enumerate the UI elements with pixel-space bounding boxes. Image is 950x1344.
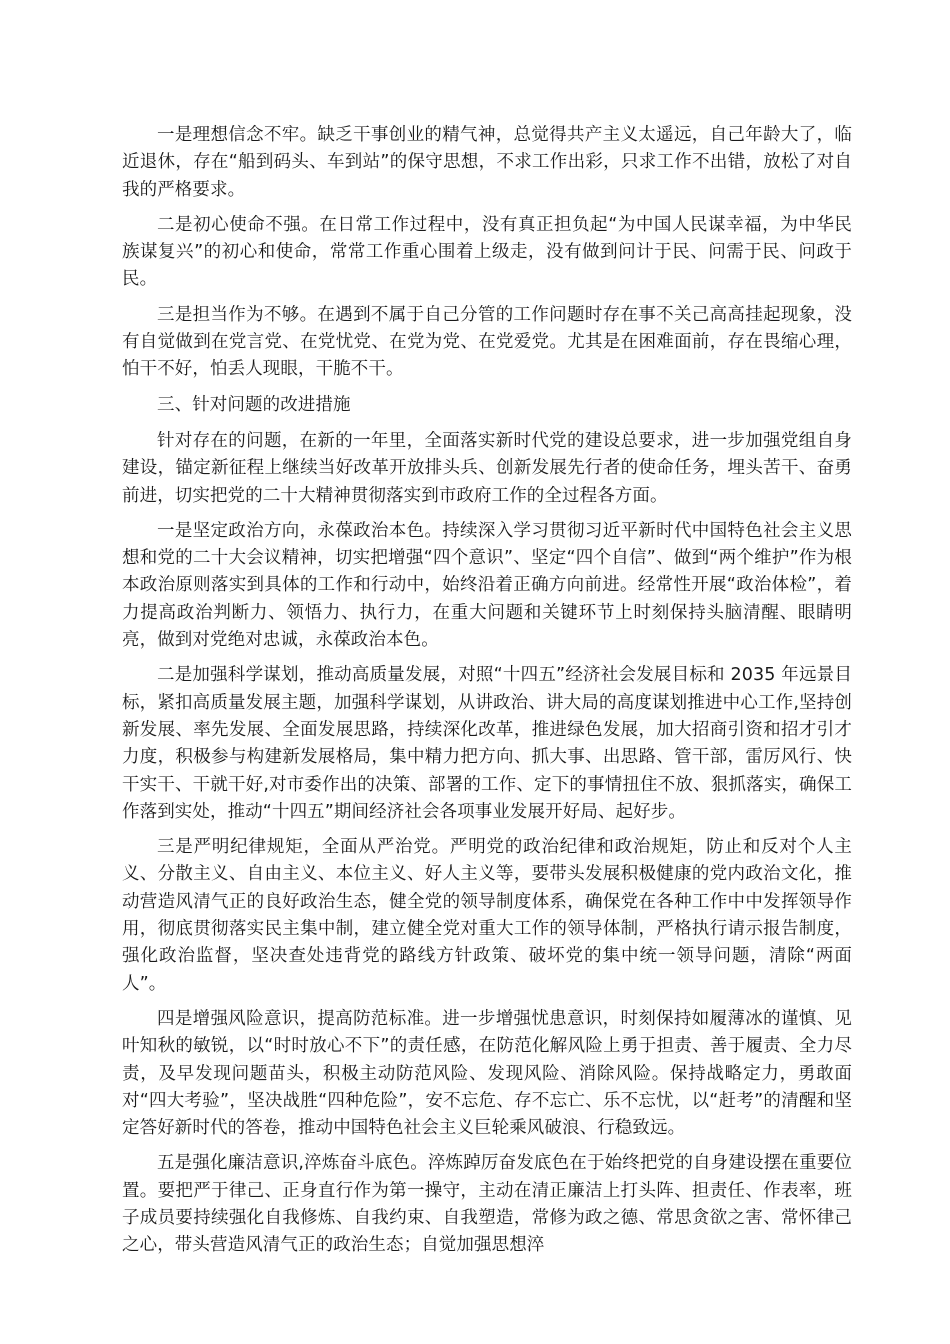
paragraph-integrity: 五是强化廉洁意识,淬炼奋斗底色。淬炼踔厉奋发底色在于始终把党的自身建设摆在重要位置。要把严于律己、正身直行作为第一操守，主动在清正廉洁上打头阵、担责任、作表率，班子成员要持续强化自我修炼、自我约束、自我塑造，常修为政之德、常思贪欲之害、常怀律己之心，带头营造风清气正的政治生态；自觉加强思想淬 bbox=[122, 1153, 852, 1256]
document-body bbox=[122, 122, 852, 1268]
paragraph-ideals: 一是理想信念不牢。缺乏干事创业的精气神，总觉得共产主义太遥远，自己年龄大了，临近退休，存在“船到码头、车到站”的保守思想，不求工作出彩，只求工作不出错，放松了对自我的严格要求。 bbox=[122, 125, 852, 200]
paragraph-original-mission: 二是初心使命不强。在日常工作过程中，没有真正担负起“为中国人民谋幸福，为中华民族谋复兴”的初心和使命，常常工作重心围着上级走，没有做到问计于民、问需于民、问政于民。 bbox=[122, 214, 852, 290]
paragraph-responsibility: 三是担当作为不够。在遇到不属于自己分管的工作问题时存在事不关己高高挂起现象，没有自觉做到在党言党、在党忧党、在党为党、在党爱党。尤其是在困难面前，存在畏缩心理，怕干不好，怕丢人现眼，干脆不干。 bbox=[122, 304, 852, 380]
paragraph-discipline: 三是严明纪律规矩，全面从严治党。严明党的政治纪律和政治规矩，防止和反对个人主义、分散主义、自由主义、本位主义、好人主义等，要带头发展积极健康的党内政治文化，推动营造风清气正的良好政治生态，健全党的领导制度体系，确保党在各种工作中中发挥领导作用，彻底贯彻落实民主集中制，建立健全党对重大工作的领导体制，严格执行请示报告制度，强化政治监督，坚决查处违背党的路线方针政策、破坏党的集中统一领导问题，清除“两面人”。 bbox=[122, 837, 852, 994]
paragraph-overview: 针对存在的问题，在新的一年里，全面落实新时代党的建设总要求，进一步加强党组自身建设，锚定新征程上继续当好改革开放排头兵、创新发展先行者的使命任务，埋头苦干、奋勇前进，切实把党的二十大精神贯彻落实到市政府工作的全过程各方面。 bbox=[122, 430, 852, 506]
paragraph-risk-awareness: 四是增强风险意识，提高防范标准。进一步增强忧患意识，时刻保持如履薄冰的谨慎、见叶知秋的敏锐，以“时时放心不下”的责任感，在防范化解风险上勇于担责、善于履责、全力尽责，及早发现问题苗头，积极主动防范风险、发现风险、消除风险。保持战略定力，勇敢面对“四大考验”，坚决战胜“四种危险”，安不忘危、存不忘亡、乐不忘忧，以“赶考”的清醒和坚定答好新时代的答卷，推动中国特色社会主义巨轮乘风破浪、行稳致远。 bbox=[122, 1008, 852, 1139]
paragraph-political-direction: 一是坚定政治方向，永葆政治本色。持续深入学习贯彻习近平新时代中国特色社会主义思想和党的二十大会议精神，切实把增强“四个意识”、坚定“四个自信”、做到“两个维护”作为根本政治原则落实到具体的工作和行动中，始终沿着正确方向前进。经常性开展“政治体检”，着力提高政治判断力、领悟力、执行力，在重大问题和关键环节上时刻保持头脑清醒、眼睛明亮，做到对党绝对忠诚，永葆政治本色。 bbox=[122, 520, 852, 651]
section-heading-improvement-measures: 三、针对问题的改进措施 bbox=[157, 394, 351, 415]
paragraph-scientific-planning: 二是加强科学谋划，推动高质量发展，对照“十四五”经济社会发展目标和 2035 年远景目标，紧扣高质量发展主题，加强科学谋划，从讲政治、讲大局的高度谋划推进中心工作,坚持创新发展、率先发展、全面发展思路，持续深化改革，推进绿色发展，加大招商引资和招才引才力度，积极参与构建新发展格局，集中精力把方向、抓大事、出思路、管干部，雷厉风行、快干实干、干就干好,对市委作出的决策、部署的工作、定下的事情扭住不放、狠抓落实，确保工作落到实处，推动“十四五”期间经济社会各项事业发展开好局、起好步。 bbox=[122, 665, 852, 822]
